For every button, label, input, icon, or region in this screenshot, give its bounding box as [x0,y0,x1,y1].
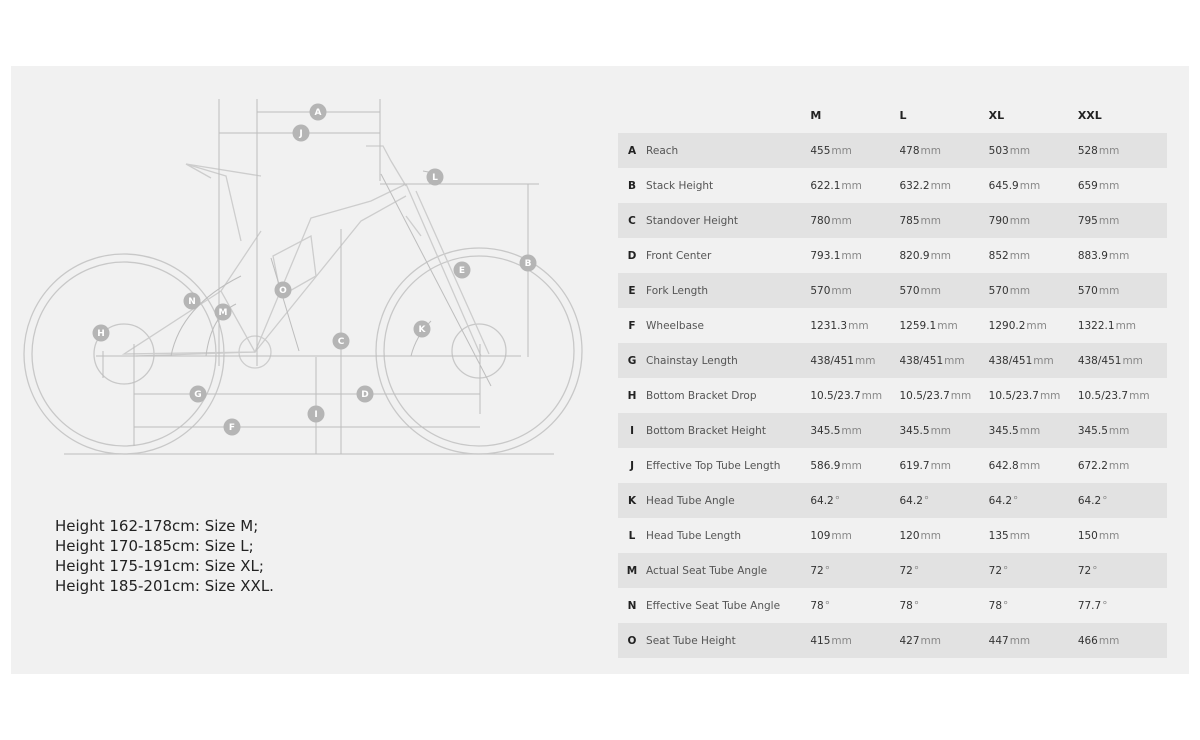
value-unit: mm [861,389,883,402]
header-spacer [646,98,810,133]
value-unit: mm [930,459,952,472]
value-unit: mm [1098,144,1120,157]
value-number: 570 [899,284,920,297]
row-label: Head Tube Angle [646,483,810,518]
row-label: Bottom Bracket Height [646,413,810,448]
value-number: 438/451 [810,354,854,367]
value-unit: mm [1019,424,1041,437]
table-row [618,168,1167,203]
value-number: 447 [988,634,1009,647]
value-unit: mm [1108,249,1130,262]
value-unit: mm [1039,389,1061,402]
table-row [618,378,1167,413]
row-key: M [618,553,646,588]
value-number: 619.7 [899,459,930,472]
dimension-badge-m [215,304,232,321]
row-value [989,343,1078,378]
row-value [810,273,899,308]
row-value [989,133,1078,168]
value-unit: mm [831,634,852,647]
row-label: Fork Length [646,273,810,308]
value-number: 415 [810,634,831,647]
row-value [810,413,899,448]
badge-letter: A [314,108,322,119]
value-unit: mm [930,179,952,192]
value-unit: mm [950,389,972,402]
value-number: 345.5 [1077,424,1108,437]
value-number: 345.5 [810,424,841,437]
value-number: 503 [988,144,1009,157]
value-number: 659 [1077,179,1098,192]
value-number: 1322.1 [1077,319,1115,332]
value-unit: mm [920,214,942,227]
value-unit: mm [831,529,852,542]
geometry-table [618,98,1167,658]
value-unit: mm [831,144,852,157]
table-row [618,413,1167,448]
value-number: 793.1 [810,249,841,262]
value-number: 78 [810,599,824,612]
row-key: O [618,623,646,658]
value-number: 150 [1077,529,1098,542]
badge-letter: J [299,129,303,140]
value-unit: mm [1009,214,1031,227]
row-key: H [627,389,637,402]
size-notes [55,516,274,596]
row-value [1078,518,1167,553]
table-row [618,448,1167,483]
row-key: B [628,179,637,192]
row-key: E [618,273,646,308]
row-key: C [618,203,646,238]
row-value [989,623,1078,658]
badge-letter: L [432,173,438,184]
row-value [1078,343,1167,378]
row-value [900,343,989,378]
value-number: 427 [899,634,920,647]
size-header: XL [988,109,1005,122]
row-value [989,413,1078,448]
row-value [810,168,899,203]
row-value [810,518,899,553]
dimension-badge-b [520,255,537,272]
value-unit: mm [1009,144,1031,157]
value-number: 72 [899,564,913,577]
row-value [989,483,1078,518]
dimension-badge-n [184,293,201,310]
value-unit: ° [1003,564,1009,577]
value-unit: mm [944,354,965,367]
table-row [618,588,1167,623]
row-value [1078,553,1167,588]
value-unit: mm [920,634,942,647]
dimension-badge-f [224,419,241,436]
row-label: Seat Tube Height [646,623,810,658]
value-number: 345.5 [899,424,930,437]
table-row [618,308,1167,343]
value-number: 438/451 [988,354,1033,367]
value-unit: mm [1098,179,1120,192]
table-row [618,133,1167,168]
row-key: G [618,343,646,378]
dimension-badge-a [310,104,327,121]
row-value [989,238,1078,273]
value-unit: mm [841,249,862,262]
value-number: 345.5 [988,424,1019,437]
value-number: 785 [899,214,920,227]
value-unit: mm [930,249,952,262]
row-label: Actual Seat Tube Angle [646,553,810,588]
value-unit: mm [1098,214,1120,227]
dimension-badge-l [427,169,444,186]
value-unit: mm [1026,319,1047,332]
row-value [989,588,1078,623]
row-value [1078,588,1167,623]
value-unit: ° [913,599,920,612]
badge-letter: M [218,308,228,319]
value-unit: ° [824,599,830,612]
value-unit: ° [1102,599,1108,612]
value-number: 790 [988,214,1009,227]
value-number: 72 [988,564,1003,577]
value-number: 622.1 [810,179,841,192]
value-number: 632.2 [899,179,930,192]
row-value [810,203,899,238]
value-unit: mm [841,424,862,437]
row-key: L [628,529,636,542]
row-key: N [627,599,637,612]
value-number: 10.5/23.7 [810,389,861,402]
row-value [900,483,989,518]
badge-letter: F [228,423,236,434]
value-number: 10.5/23.7 [899,389,950,402]
value-unit: mm [841,179,862,192]
row-value [1078,378,1167,413]
value-unit: mm [1098,634,1120,647]
value-unit: ° [923,494,930,507]
value-unit: mm [1129,389,1150,402]
row-value [900,413,989,448]
value-unit: mm [841,459,862,472]
value-unit: mm [920,284,942,297]
row-value [810,553,899,588]
row-value [900,448,989,483]
value-number: 438/451 [1077,354,1122,367]
value-number: 586.9 [810,459,841,472]
badge-letter: D [361,390,369,401]
value-unit: mm [1009,529,1031,542]
row-value [900,588,989,623]
dimension-badge-c [333,333,350,350]
size-header: XXL [1077,109,1102,122]
row-label: Chainstay Length [646,343,810,378]
value-unit: mm [920,529,942,542]
value-unit: mm [1098,284,1120,297]
value-unit: mm [1009,634,1031,647]
value-unit: mm [1033,354,1054,367]
row-value [989,448,1078,483]
value-unit: mm [1009,284,1031,297]
value-number: 78 [899,599,913,612]
value-number: 672.2 [1077,459,1108,472]
row-value [1078,448,1167,483]
row-value [900,238,989,273]
badge-letter: E [458,266,466,277]
value-number: 570 [988,284,1009,297]
row-value [810,483,899,518]
size-note: Height 162-178cm: Size M; [55,517,259,535]
value-unit: mm [831,214,852,227]
value-unit: ° [824,564,830,577]
size-header: M [810,109,822,122]
table-row [618,623,1167,658]
row-value [810,133,899,168]
value-number: 10.5/23.7 [1077,389,1129,402]
value-unit: mm [854,354,876,367]
row-value [1078,168,1167,203]
table-row [618,483,1167,518]
value-unit: mm [1009,249,1031,262]
row-label: Front Center [646,249,712,262]
value-unit: mm [831,284,852,297]
row-value [1078,483,1167,518]
value-unit: mm [930,424,952,437]
value-number: 570 [810,284,831,297]
value-number: 852 [988,249,1009,262]
dimension-lines [96,99,539,454]
value-unit: mm [1115,319,1137,332]
value-number: 883.9 [1077,249,1108,262]
value-number: 570 [1077,284,1098,297]
value-number: 120 [899,529,920,542]
row-value [900,553,989,588]
table-row [618,553,1167,588]
value-unit: mm [848,319,869,332]
row-label: Bottom Bracket Drop [646,389,757,402]
row-value [989,378,1078,413]
value-number: 645.9 [988,179,1019,192]
badge-letter: K [418,325,426,336]
value-number: 78 [988,599,1003,612]
row-key: K [618,483,646,518]
value-number: 64.2 [988,494,1013,507]
row-label: Standover Height [646,203,810,238]
row-key: F [628,319,636,332]
value-number: 528 [1077,144,1098,157]
value-unit: mm [1019,179,1041,192]
dimension-badge-d [357,386,374,403]
badge-letter: I [314,410,318,421]
row-value [1078,273,1167,308]
row-key: A [618,133,646,168]
value-number: 1290.2 [988,319,1026,332]
dimension-badge-i [308,406,325,423]
badge-letter: B [524,259,532,270]
value-unit: ° [834,494,840,507]
dimension-badge-k [414,321,431,338]
table-row [618,273,1167,308]
value-number: 64.2 [899,494,923,507]
row-value [1078,413,1167,448]
size-note: Height 170-185cm: Size L; [55,537,254,555]
badge-letter: H [97,329,105,340]
value-unit: ° [1003,599,1009,612]
row-label: Wheelbase [646,319,704,332]
dimension-badge-j [293,125,310,142]
value-number: 1259.1 [899,319,937,332]
value-number: 72 [1077,564,1092,577]
value-number: 10.5/23.7 [988,389,1039,402]
value-unit: ° [913,564,920,577]
value-unit: mm [1108,459,1130,472]
size-note: Height 185-201cm: Size XXL. [55,577,274,595]
row-label: Stack Height [646,179,714,192]
dimension-badge-h [93,325,110,342]
row-value [989,518,1078,553]
value-number: 64.2 [1077,494,1102,507]
value-unit: mm [937,319,958,332]
row-key: J [630,459,634,472]
value-number: 438/451 [899,354,944,367]
row-value [810,588,899,623]
bike-geometry-diagram [11,66,611,486]
row-value [900,518,989,553]
row-value [900,378,989,413]
row-label: Effective Seat Tube Angle [646,599,781,612]
value-number: 466 [1077,634,1098,647]
row-value [900,133,989,168]
value-number: 795 [1077,214,1098,227]
row-value [1078,623,1167,658]
row-value [810,448,899,483]
row-value [900,308,989,343]
badge-letter: G [194,390,202,401]
row-label: Head Tube Length [646,529,741,542]
row-value [810,378,899,413]
header-spacer [618,98,646,133]
value-unit: mm [1122,354,1143,367]
dimension-badge-o [275,282,292,299]
size-note: Height 175-191cm: Size XL; [55,557,264,575]
value-number: 135 [988,529,1009,542]
value-unit: mm [1019,459,1041,472]
value-unit: ° [1102,494,1108,507]
value-unit: mm [1098,529,1120,542]
dimension-badge-g [190,386,207,403]
row-value [989,168,1078,203]
table-row [618,343,1167,378]
badge-letter: C [337,337,345,348]
value-number: 455 [810,144,831,157]
row-value [810,238,899,273]
table-row [618,203,1167,238]
value-number: 780 [810,214,831,227]
value-number: 64.2 [810,494,834,507]
badge-letter: O [279,286,287,297]
row-value [989,273,1078,308]
row-key: D [627,249,637,262]
table-row [618,238,1167,273]
row-value [1078,203,1167,238]
value-unit: ° [1092,564,1098,577]
badge-letter: N [188,297,196,308]
row-value [989,553,1078,588]
value-number: 820.9 [899,249,930,262]
table-row [618,518,1167,553]
row-value [1078,133,1167,168]
value-unit: ° [1013,494,1019,507]
row-value [900,168,989,203]
row-value [810,623,899,658]
value-number: 1231.3 [810,319,848,332]
row-value [1078,308,1167,343]
row-value [810,308,899,343]
row-value [1078,238,1167,273]
row-value [900,623,989,658]
row-value [900,203,989,238]
row-value [989,203,1078,238]
value-unit: mm [920,144,942,157]
size-header-row [618,98,1167,133]
row-label: Reach [646,133,810,168]
row-key: I [618,413,646,448]
value-number: 109 [810,529,831,542]
value-number: 642.8 [988,459,1019,472]
row-label: Effective Top Tube Length [646,459,781,472]
row-value [989,308,1078,343]
value-number: 72 [810,564,824,577]
value-number: 478 [899,144,920,157]
value-unit: mm [1108,424,1130,437]
row-value [810,343,899,378]
row-value [900,273,989,308]
dimension-badge-e [454,262,471,279]
value-number: 77.7 [1077,599,1102,612]
size-header: L [899,109,907,122]
